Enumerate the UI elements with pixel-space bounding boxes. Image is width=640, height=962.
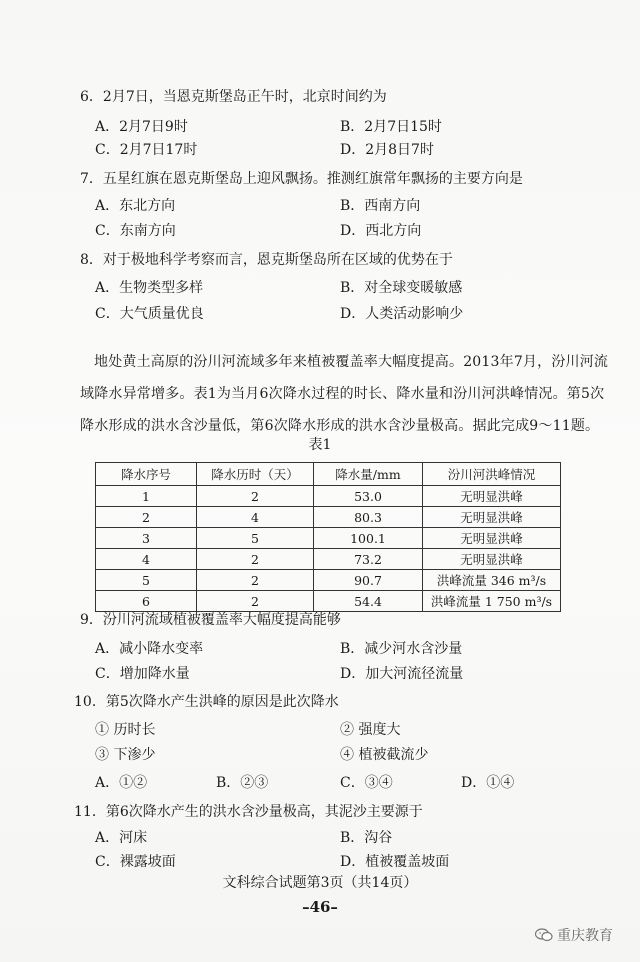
question-6-option-d: D．2月8日7时	[340, 142, 434, 158]
table-cell: 5	[197, 528, 314, 549]
question-9-option-c: C．增加降水量	[95, 666, 190, 682]
question-6-option-a: A．2月7日9时	[95, 119, 188, 135]
passage-line-3: 降水形成的洪水含沙量低，第6次降水形成的洪水含沙量极高。据此完成9～11题。	[80, 418, 600, 434]
wechat-icon	[535, 928, 553, 942]
table-cell: 3	[96, 528, 197, 549]
table-cell: 1	[96, 486, 197, 507]
table-cell: 2	[197, 549, 314, 570]
question-7-option-d: D．西北方向	[340, 223, 422, 239]
question-8-option-a: A．生物类型多样	[95, 280, 204, 296]
passage-line-1: 地处黄土高原的汾川河流域多年来植被覆盖率大幅度提高。2013年7月，汾川河流	[94, 354, 609, 370]
question-8-option-d: D．人类活动影响少	[340, 306, 464, 322]
question-11-option-a: A．河床	[95, 830, 148, 846]
table-cell: 无明显洪峰	[423, 486, 561, 507]
watermark	[535, 925, 613, 945]
table-row	[96, 486, 561, 507]
table-cell: 100.1	[314, 528, 423, 549]
table-cell: 无明显洪峰	[423, 549, 561, 570]
question-11-option-d: D．植被覆盖坡面	[340, 854, 450, 870]
table-row	[96, 507, 561, 528]
question-10-option-b: B．②③	[216, 775, 269, 791]
table-cell: 2	[197, 486, 314, 507]
question-9-option-a: A．减小降水变率	[95, 641, 204, 657]
passage	[80, 346, 609, 442]
question-11-option-c: C．裸露坡面	[95, 854, 176, 870]
table-row	[96, 570, 561, 591]
question-10-item-2: ② 强度大	[340, 722, 401, 738]
table-cell: 5	[96, 570, 197, 591]
table-row	[96, 591, 561, 612]
rainfall-table	[95, 462, 561, 612]
question-9-stem: 9．汾川河流域植被覆盖率大幅度提高能够	[80, 612, 341, 628]
question-10-item-1: ① 历时长	[95, 722, 156, 738]
table-cell: 4	[197, 507, 314, 528]
table-cell: 4	[96, 549, 197, 570]
question-7-stem: 7．五星红旗在恩克斯堡岛上迎风飘扬。推测红旗常年飘扬的主要方向是	[80, 171, 523, 187]
table-cell: 73.2	[314, 549, 423, 570]
table-cell: 80.3	[314, 507, 423, 528]
question-9-option-b: B．减少河水含沙量	[340, 641, 463, 657]
table-row	[96, 528, 561, 549]
question-6-stem: 6．2月7日，当恩克斯堡岛正午时，北京时间约为	[80, 89, 387, 105]
table-cell: 54.4	[314, 591, 423, 612]
table-cell: 无明显洪峰	[423, 528, 561, 549]
table-header-cell: 汾川河洪峰情况	[423, 463, 561, 486]
passage-line-2: 域降水异常增多。表1为当月6次降水过程的时长、降水量和汾川河洪峰情况。第5次	[80, 386, 605, 402]
question-10-option-c: C．③④	[340, 775, 393, 791]
table-caption: 表1	[308, 437, 332, 453]
question-7-option-b: B．西南方向	[340, 198, 421, 214]
question-6-option-c: C．2月7日17时	[95, 142, 198, 158]
question-7-option-a: A．东北方向	[95, 198, 176, 214]
table-cell: 洪峰流量 346 m³/s	[423, 570, 561, 591]
table-cell: 洪峰流量 1 750 m³/s	[423, 591, 561, 612]
question-10-item-3: ③ 下渗少	[95, 747, 156, 763]
table-cell: 2	[197, 591, 314, 612]
table-header-row	[96, 463, 561, 486]
table-row	[96, 549, 561, 570]
table-cell: 2	[96, 507, 197, 528]
question-8-stem: 8．对于极地科学考察而言，恩克斯堡岛所在区域的优势在于	[80, 252, 453, 268]
table-cell: 90.7	[314, 570, 423, 591]
table-cell: 6	[96, 591, 197, 612]
page-number: –46–	[302, 898, 338, 916]
table-cell: 53.0	[314, 486, 423, 507]
table-cell: 无明显洪峰	[423, 507, 561, 528]
question-10-stem: 10．第5次降水产生洪峰的原因是此次降水	[74, 694, 339, 710]
question-11-option-b: B．沟谷	[340, 830, 393, 846]
question-8-option-c: C．大气质量优良	[95, 306, 204, 322]
table-header-cell: 降水历时（天）	[197, 463, 314, 486]
question-9-option-d: D．加大河流径流量	[340, 666, 464, 682]
question-10-option-a: A．①②	[95, 775, 148, 791]
table-cell: 2	[197, 570, 314, 591]
table-header-cell: 降水序号	[96, 463, 197, 486]
question-11-stem: 11．第6次降水产生的洪水含沙量极高，其泥沙主要源于	[74, 804, 423, 820]
question-10-item-4: ④ 植被截流少	[340, 747, 429, 763]
page-footer: 文科综合试题第3页（共14页）	[222, 875, 418, 891]
question-10-option-d: D．①④	[461, 775, 515, 791]
question-7-option-c: C．东南方向	[95, 223, 176, 239]
question-6-option-b: B．2月7日15时	[340, 119, 442, 135]
watermark-text: 重庆教育	[557, 928, 613, 944]
table-header-cell: 降水量/mm	[314, 463, 423, 486]
question-8-option-b: B．对全球变暖敏感	[340, 280, 463, 296]
